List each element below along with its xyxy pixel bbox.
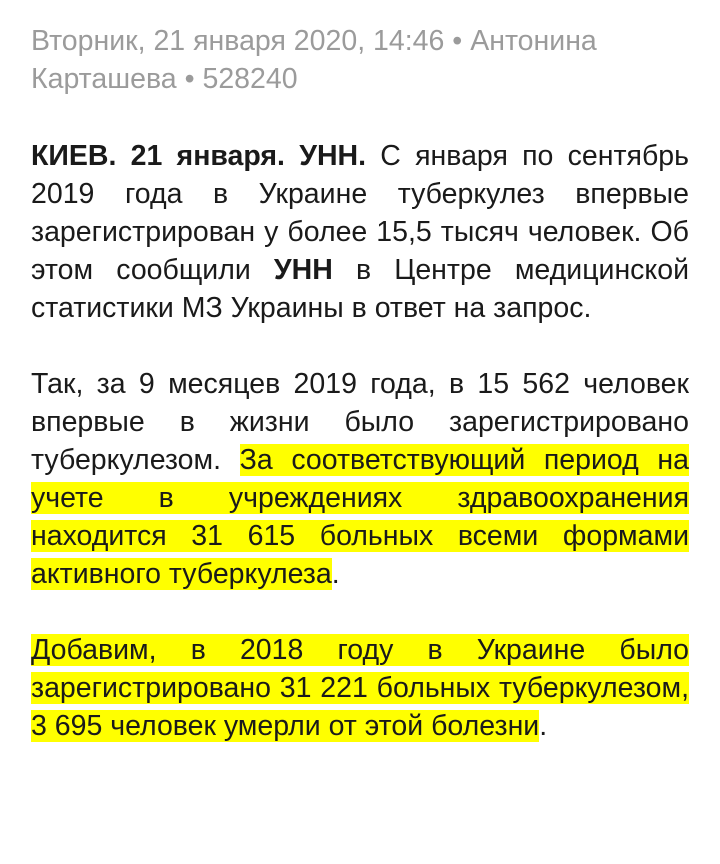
article-date: Вторник, 21 января 2020, 14:46 (31, 25, 445, 57)
paragraph-text: С января по сентябрь 2019 года в Украине туберкулез впервые зарегистрирован у более 15,5 тысяч человек. Об этом сообщили (31, 140, 689, 286)
article-author[interactable]: Антонина Карташева (31, 25, 597, 95)
paragraph-text: . (331, 558, 340, 590)
paragraph-2 (31, 365, 689, 593)
article-meta (31, 22, 689, 98)
article-id: 528240 (202, 63, 298, 95)
paragraph-text: в Центре медицинской статистики МЗ Украины в ответ на запрос. (31, 254, 689, 324)
paragraph-text: Так, за 9 месяцев 2019 года, в 15 562 человек впервые в жизни было зарегистрировано туберкулезом. (31, 368, 689, 476)
paragraph-1 (31, 137, 689, 327)
highlighted-text: За соответствующий период на учете в учреждениях здравоохранения находится 31 615 больных всеми формами активного туберкулеза (31, 444, 689, 590)
meta-separator: • (444, 25, 471, 57)
meta-separator: • (176, 63, 203, 95)
dateline: КИЕВ. 21 января. УНН. (31, 140, 367, 172)
paragraph-3 (31, 631, 689, 745)
highlighted-text: Добавим, в 2018 году в Украине было зарегистрировано 31 221 больных туберкулезом, 3 695 человек умерли от этой болезни (31, 634, 689, 742)
paragraph-text: . (539, 710, 548, 742)
source-name: УНН (273, 254, 333, 286)
